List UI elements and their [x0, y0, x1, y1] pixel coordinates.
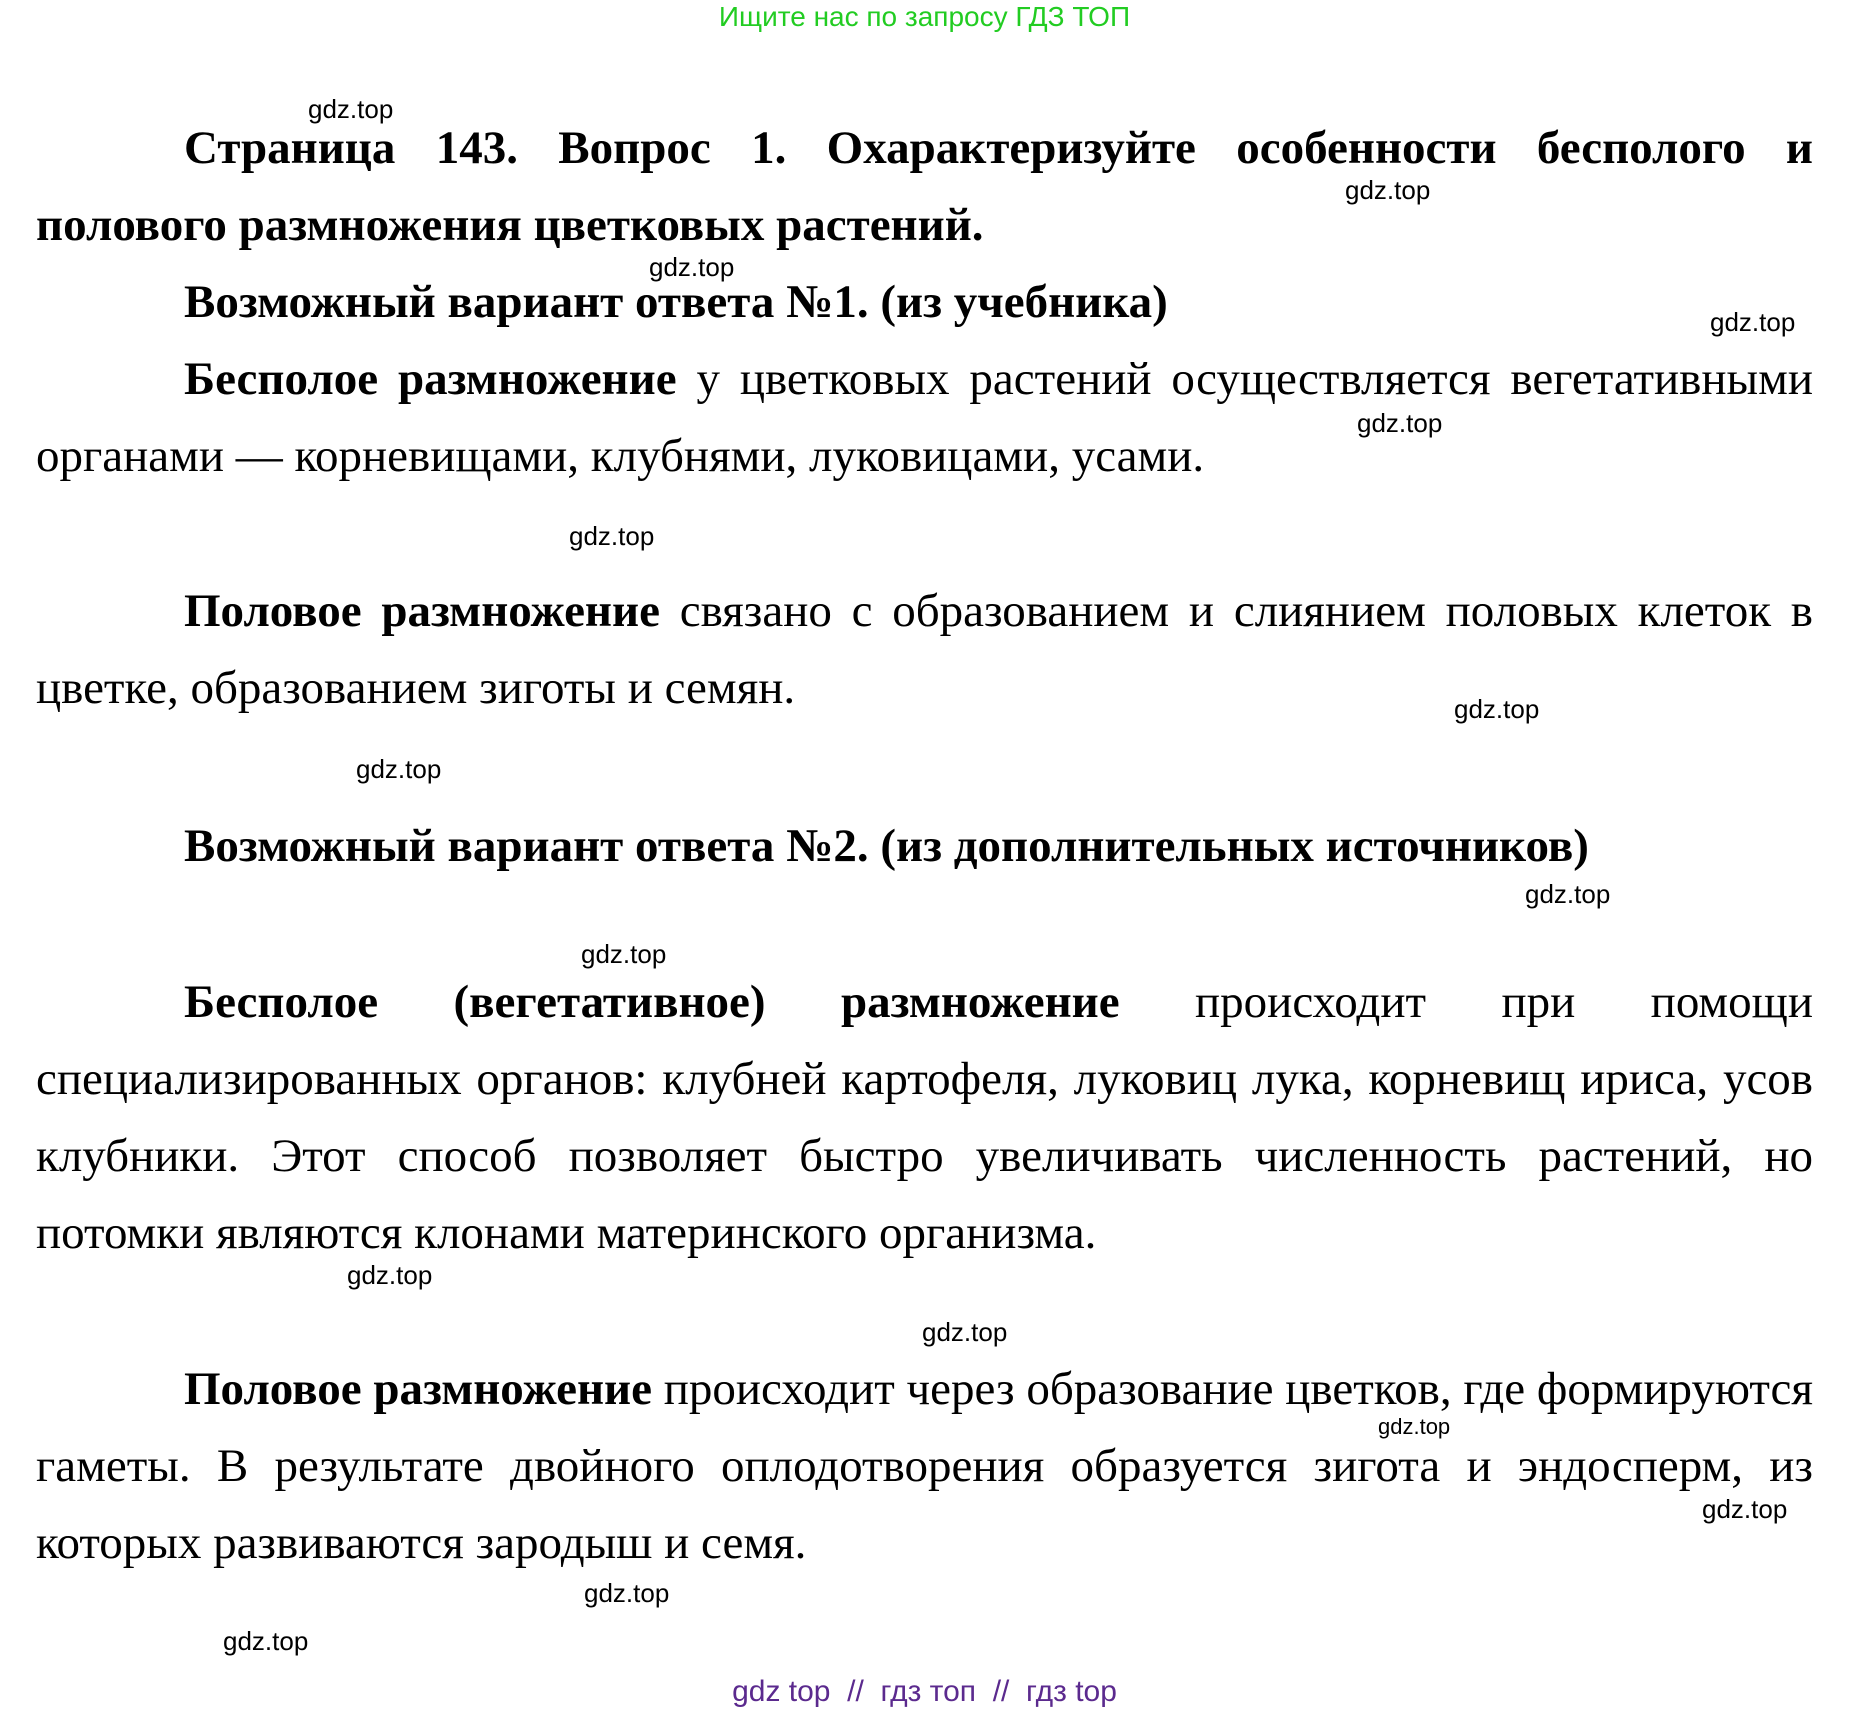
watermark: gdz.top — [1525, 879, 1611, 909]
watermark: gdz.top — [356, 754, 442, 784]
watermark: gdz.top — [1710, 307, 1796, 337]
watermark: gdz.top — [1702, 1494, 1788, 1524]
watermark: gdz.top — [1357, 408, 1443, 438]
watermark: gdz.top — [922, 1317, 1008, 1347]
watermark: gdz.top — [581, 939, 667, 969]
watermark: gdz.top — [569, 521, 655, 551]
top-banner: Ищите нас по запросу ГДЗ ТОП — [718, 1, 1131, 32]
paragraph-text: у цветковых растений осуществляется вегетативными органами — корневищами, клубнями, луковицами, усами. — [36, 353, 1813, 482]
watermark: gdz.top — [223, 1626, 309, 1656]
watermark: gdz.top — [347, 1260, 433, 1290]
paragraph-text: происходит через образование цветков, где формируются гаметы. В результате двойного оплодотворения образуется зигота и эндосперм, из которых развиваются зародыш и семя. — [36, 1363, 1813, 1569]
footer-links: gdz top // гдз топ // гдз top — [732, 1675, 1117, 1708]
term: Половое размножение — [184, 585, 660, 637]
paragraph-text: происходит при помощи специализированных органов: клубней картофеля, луковиц лука, корневищ ириса, усов клубники. Этот способ позволяет быстро увеличивать численность растений, но потомки являются клонами материнского организма. — [36, 976, 1814, 1259]
answer2-paragraph-sexual — [36, 1351, 1813, 1582]
answer1-heading: Возможный вариант ответа №1. (из учебника) — [184, 276, 1168, 328]
watermark: gdz.top — [1378, 1414, 1451, 1439]
watermark: gdz.top — [1345, 175, 1431, 205]
answer1-paragraph-sexual — [36, 573, 1813, 727]
watermark: gdz.top — [649, 252, 735, 282]
answer1-paragraph-asexual — [36, 341, 1813, 495]
term: Бесполое размножение — [184, 353, 677, 405]
term: Бесполое (вегетативное) размножение — [184, 976, 1120, 1028]
watermark: gdz.top — [1454, 694, 1540, 724]
answer2-paragraph-asexual — [36, 964, 1813, 1272]
answer2-heading: Возможный вариант ответа №2. (из дополнительных источников) — [184, 820, 1589, 872]
watermark: gdz.top — [308, 94, 394, 124]
paragraph-text: связано с образованием и слиянием половых клеток в цветке, образованием зиготы и семян. — [36, 585, 1813, 714]
watermark: gdz.top — [584, 1578, 670, 1608]
term: Половое размножение — [184, 1363, 652, 1415]
question-title: Страница 143. Вопрос 1. Охарактеризуйте особенности бесполого и полового размножения цветковых растений. — [36, 122, 1813, 251]
